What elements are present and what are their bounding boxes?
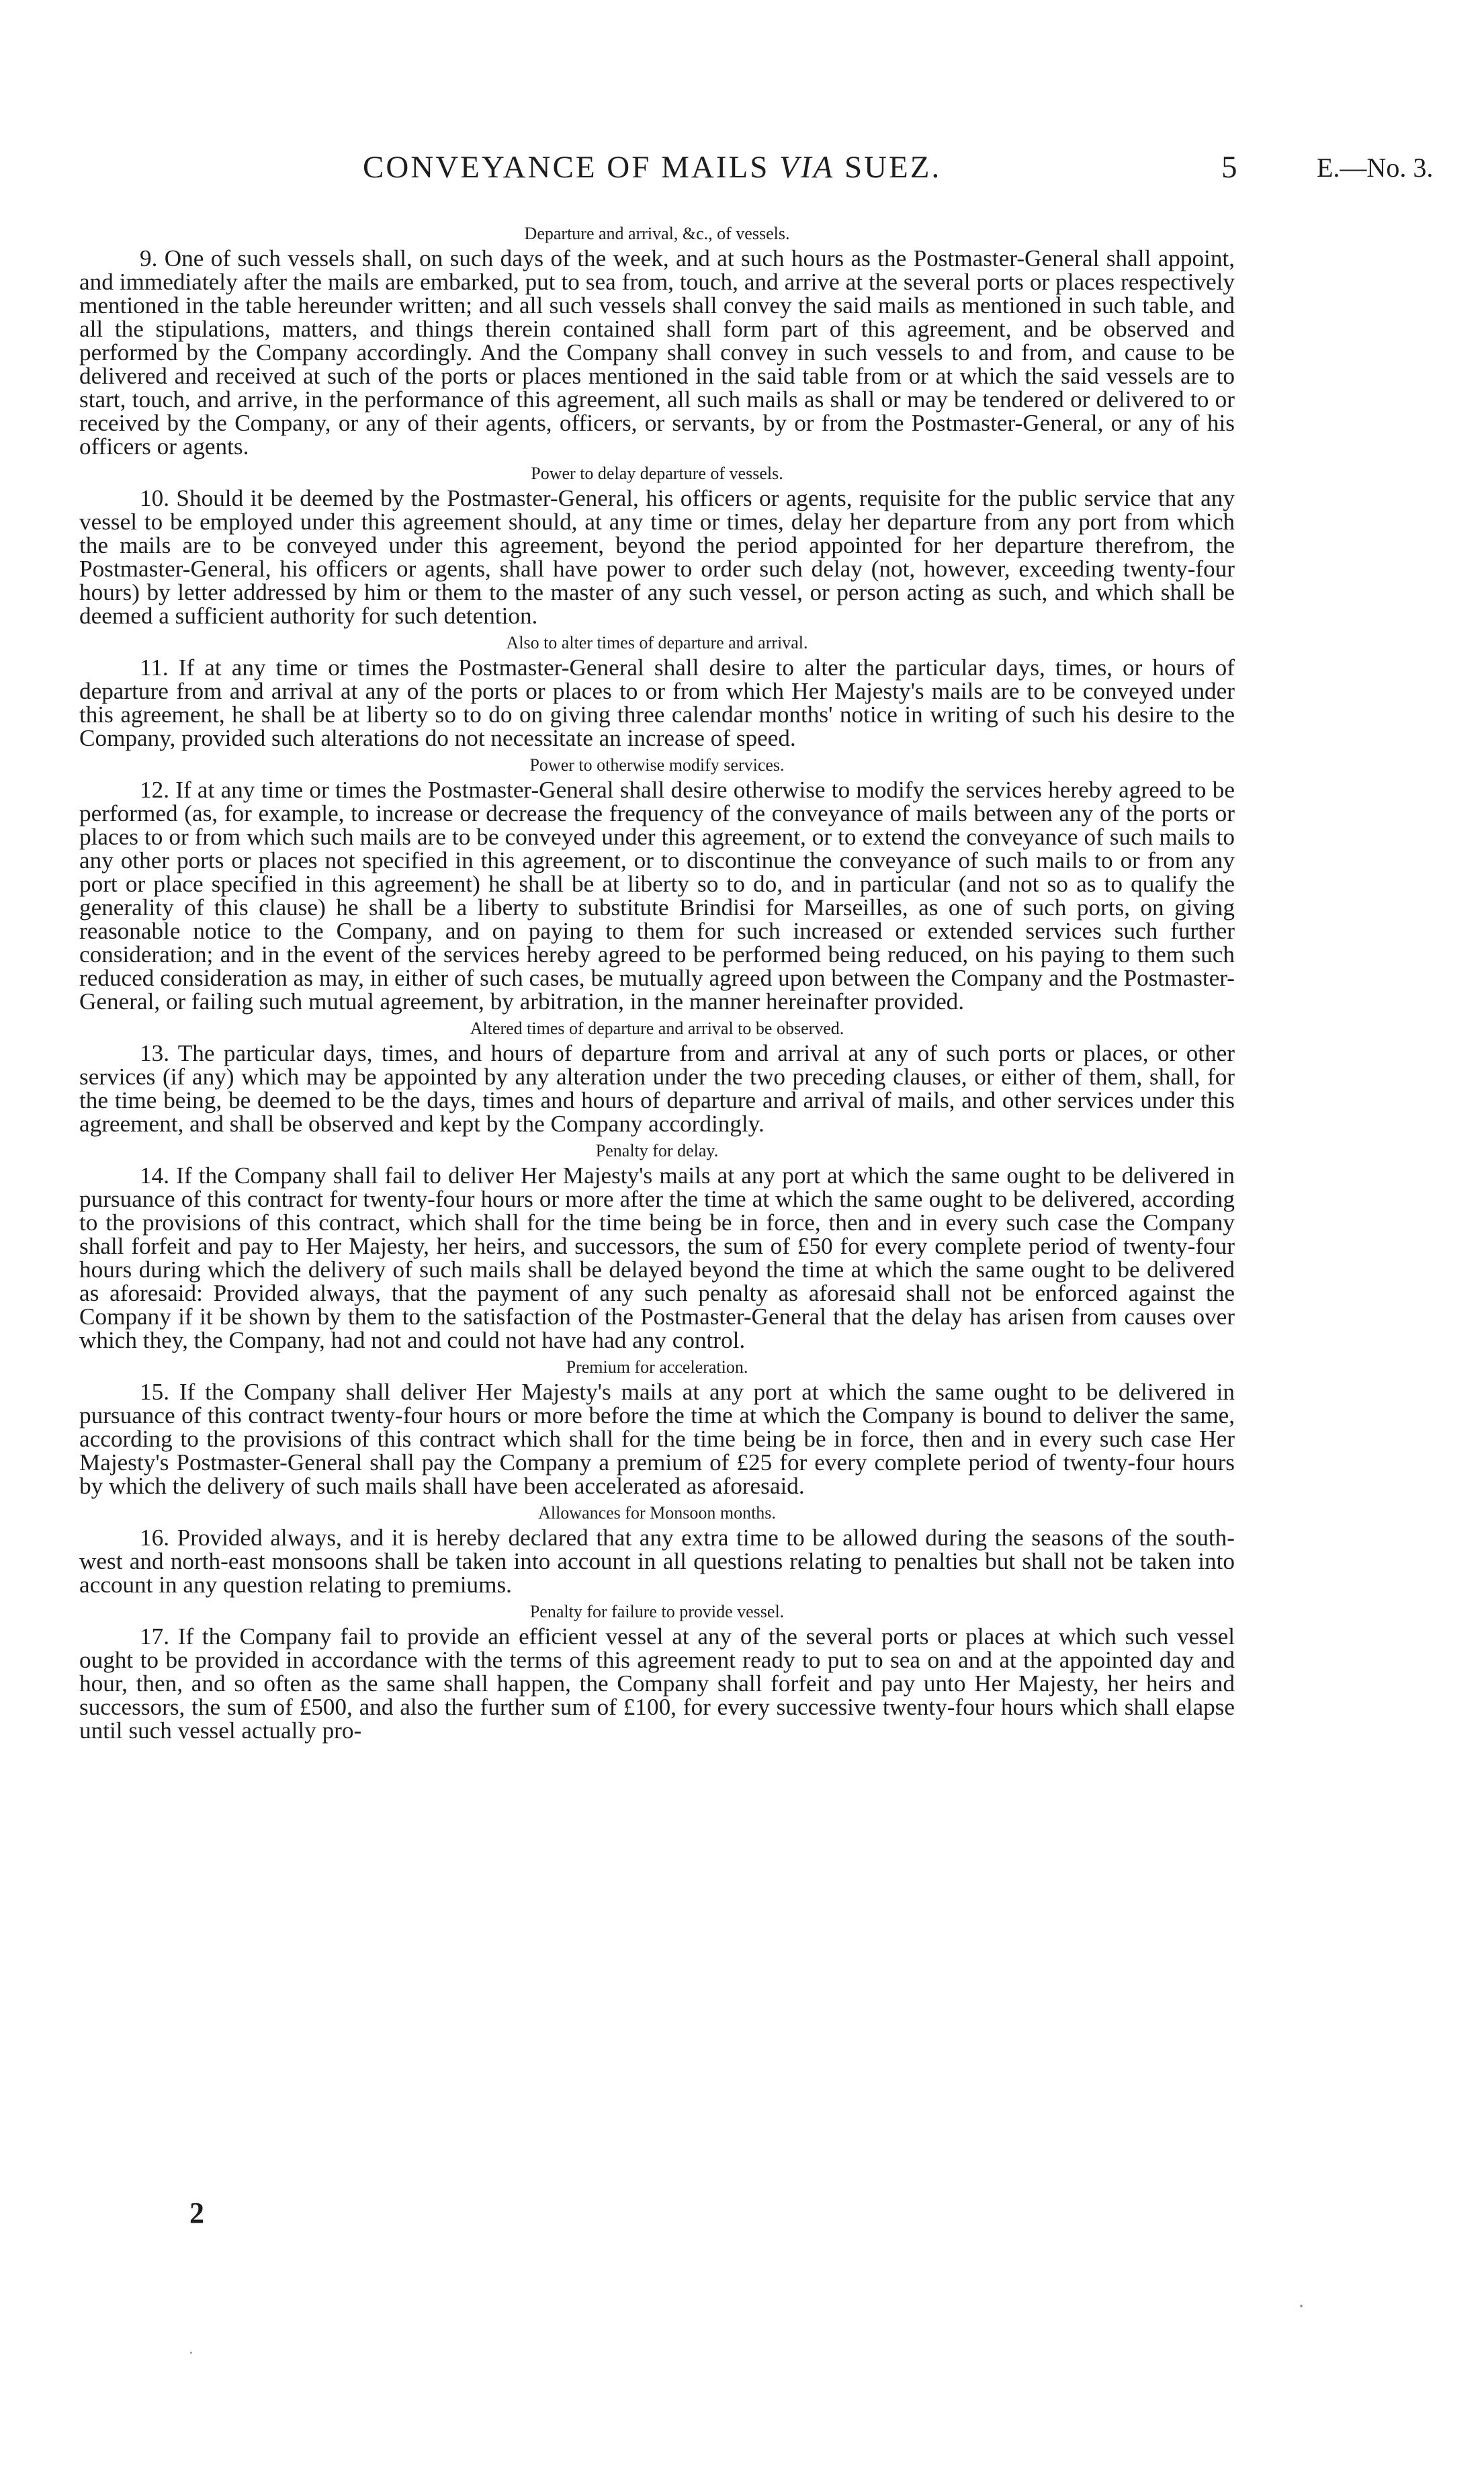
title-part-italic: VIA bbox=[779, 150, 835, 185]
section-heading: Penalty for delay. bbox=[595, 1141, 719, 1160]
clause-paragraph: 12. If at any time or times the Postmaster-General shall desire otherwise to modify the services hereby agreed to be performed (as, for example, to increase or decrease the frequency of the conveyance of mails between any of the ports or places to or from which such mails are to be conveyed under this agreement, or to extend the conveyance of such mails to any other ports or places not specified in this agreement, or to discontinue the conveyance of such mails to or from any port or place specified in this agreement) he shall be at liberty so to do, and in particular (and not so as to qualify the generality of this clause) he shall be a liberty to substitute Brindisi for Marseilles, as one of such ports, on giving reasonable notice to the Company, and on paying to them for such increased or extended services such further consideration; and in the event of the services hereby agreed to be performed being reduced, on his paying to them such reduced consideration as may, in either of such cases, be mutually agreed upon between the Company and the Postmaster-General, or failing such mutual agreement, by arbitration, in the manner hereinafter provided. bbox=[79, 777, 1235, 1015]
page-number: 5 bbox=[1221, 150, 1237, 185]
running-header bbox=[0, 149, 1484, 196]
clause-paragraph: 10. Should it be deemed by the Postmaster-General, his officers or agents, requisite for the public service that any vessel to be employed under this agreement should, at any time or times, delay her departure from any port from which the mails are to be conveyed under this agreement, beyond the period appointed for her departure therefrom, the Postmaster-General, his officers or agents, shall have power to order such delay (not, however, exceeding twenty-four hours) by letter addressed by him or them to the master of any such vessel, or person acting as such, and which shall be deemed a sufficient authority for such detention. bbox=[79, 485, 1235, 629]
margin-speck bbox=[1300, 2305, 1303, 2307]
signature-mark: 2 bbox=[189, 2196, 204, 2229]
section-heading: Penalty for failure to provide vessel. bbox=[529, 1602, 785, 1621]
body-text bbox=[79, 218, 1235, 1742]
clause-paragraph: 11. If at any time or times the Postmaster-General shall desire to alter the particular days, times, or hours of departure from and arrival at any of the ports or places to or from which Her Majesty's mails are to be conveyed under this agreement, he shall be at liberty so to do on giving three calendar months' notice in writing of such his desire to the Company, provided such alterations do not necessitate an increase of speed. bbox=[79, 654, 1235, 751]
section-heading: Departure and arrival, &c., of vessels. bbox=[524, 224, 790, 243]
running-title bbox=[363, 149, 941, 185]
clause-paragraph: 17. If the Company fail to provide an efficient vessel at any of the several ports or places at which such vessel ought to be provided in accordance with the terms of this agreement ready to put to sea on and at the appointed day and hour, then, and so often as the same shall happen, the Company shall forfeit and pay unto Her Majesty, her heirs and successors, the sum of £500, and also the further sum of £100, for every successive twenty-four hours which shall elapse until such vessel actually pro- bbox=[79, 1623, 1235, 1744]
series-number: E.—No. 3. bbox=[1317, 153, 1434, 183]
section-heading: Altered times of departure and arrival to be observed. bbox=[470, 1019, 844, 1038]
title-part-2: SUEZ. bbox=[834, 150, 942, 185]
title-part-1: CONVEYANCE OF MAILS bbox=[363, 150, 780, 185]
margin-speck bbox=[190, 2352, 192, 2354]
clause-paragraph: 15. If the Company shall deliver Her Majesty's mails at any port at which the same ought to be delivered in pursuance of this contract twenty-four hours or more before the time at which the Company is bound to deliver the same, according to the provisions of this contract which shall for the time being be in force, then and in every such case Her Majesty's Postmaster-General shall pay the Company a premium of £25 for every complete period of twenty-four hours by which the delivery of such mails shall have been accelerated as aforesaid. bbox=[79, 1379, 1235, 1499]
clause-paragraph: 9. One of such vessels shall, on such days of the week, and at such hours as the Postmaster-General shall appoint, and immediately after the mails are embarked, put to sea from, touch, and arrive at the several ports or places respectively mentioned in the table hereunder written; and all such vessels shall convey the said mails as mentioned in such table, and all the stipulations, matters, and things therein contained shall form part of this agreement, and be observed and performed by the Company accordingly. And the Company shall convey in such vessels to and from, and cause to be delivered and received at such of the ports or places mentioned in the said table from or at which the said vessels are to start, touch, and arrive, in the performance of this agreement, all such mails as shall or may be tendered or delivered to or received by the Company, or any of their agents, officers, or servants, by or from the Postmaster-General, or any of his officers or agents. bbox=[79, 245, 1235, 460]
section-heading: Allowances for Monsoon months. bbox=[538, 1503, 776, 1523]
clause-paragraph: 14. If the Company shall fail to deliver Her Majesty's mails at any port at which the same ought to be delivered in pursuance of this contract for twenty-four hours or more after the time at which the same ought to be delivered, according to the provisions of this contract, which shall for the time being be in force, then and in every such case the Company shall forfeit and pay to Her Majesty, her heirs, and successors, the sum of £50 for every complete period of twenty-four hours during which the delivery of such mails shall be delayed beyond the time at which the same ought to be delivered as aforesaid: Provided always, that the payment of any such penalty as aforesaid shall not be enforced against the Company if it be shown by them to the satisfaction of the Postmaster-General that the delay has arisen from causes over which they, the Company, had not and could not have had any control. bbox=[79, 1162, 1235, 1353]
clause-paragraph: 13. The particular days, times, and hours of departure from and arrival at any of such ports or places, or other services (if any) which may be appointed by any alteration under the two preceding clauses, or either of them, shall, for the time being, be deemed to be the days, times and hours of departure and arrival of mails, and other services under this agreement, and shall be observed and kept by the Company accordingly. bbox=[79, 1040, 1235, 1137]
section-heading: Power to delay departure of vessels. bbox=[531, 464, 783, 483]
clause-paragraph: 16. Provided always, and it is hereby declared that any extra time to be allowed during the seasons of the south-west and north-east monsoons shall be taken into account in all questions relating to penalties but shall not be taken into account in any question relating to premiums. bbox=[79, 1525, 1235, 1598]
section-heading: Also to alter times of departure and arrival. bbox=[506, 633, 808, 652]
section-heading: Power to otherwise modify services. bbox=[529, 755, 785, 775]
section-heading: Premium for acceleration. bbox=[566, 1357, 748, 1377]
